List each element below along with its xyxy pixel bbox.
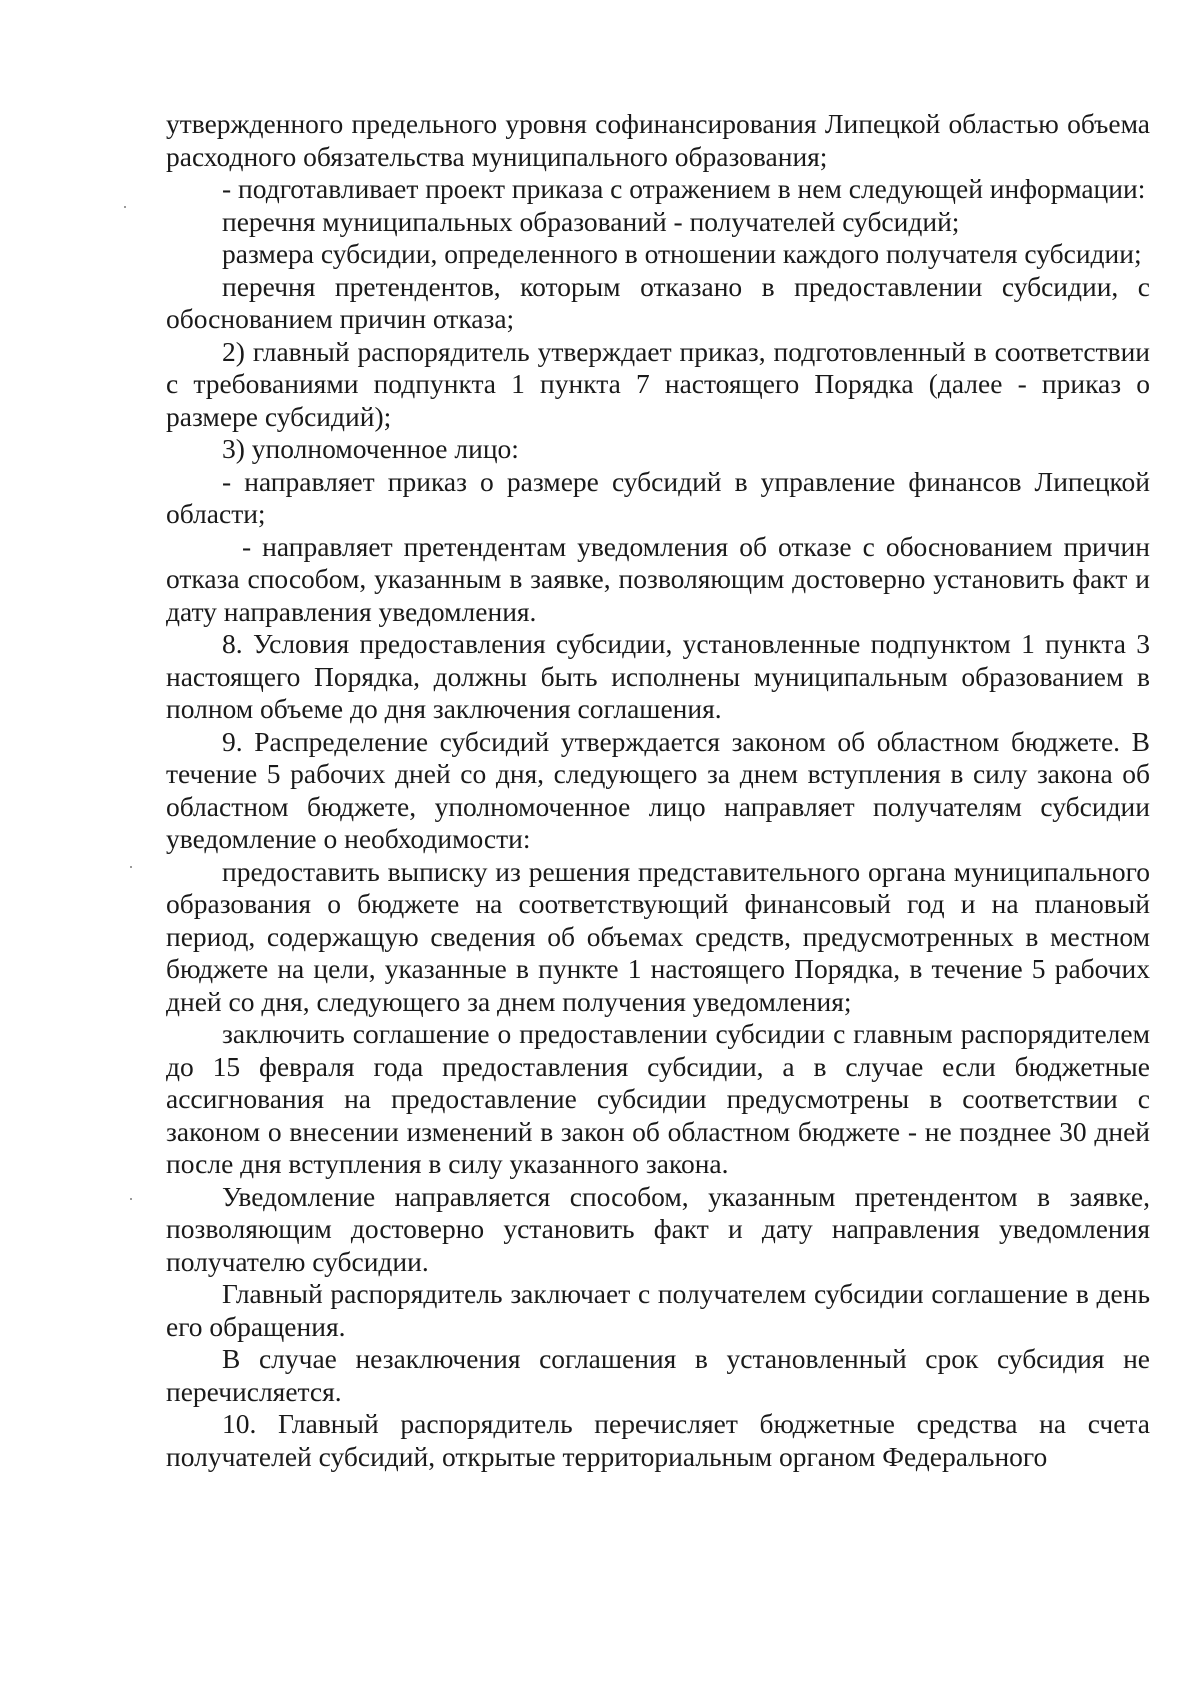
paragraph: 2) главный распорядитель утверждает приказ, подготовленный в соответствии с требованиями подпункта 1 пункта 7 настоящего Порядка (далее - приказ о размере субсидий); — [166, 335, 1150, 432]
paragraph: 8. Условия предоставления субсидии, установленные подпунктом 1 пункта 3 настоящего Порядка, должны быть исполнены муниципальным образованием в полном объеме до дня заключения соглашения. — [166, 628, 1150, 724]
paragraph: предоставить выписку из решения представительного органа муниципального образования о бюджете на соответствующий финансовый год и на плановый период, содержащую сведения об объемах средств, предусмотренных в местном бюджете на цели, указанные в пункте 1 настоящего Порядка, в течение 5 рабочих дней со дня, следующего за днем получения уведомления; — [166, 855, 1150, 1017]
paragraph: - направляет претендентам уведомления об отказе с обоснованием причин отказа способом, указанным в заявке, позволяющим достоверно установить факт и дату направления уведомления. — [166, 530, 1150, 627]
paragraph: В случае незаключения соглашения в установленный срок субсидия не перечисляется. — [166, 1343, 1150, 1407]
paragraph: заключить соглашение о предоставлении субсидии с главным распорядителем до 15 февраля года предоставления субсидии, а в случае если бюджетные ассигнования на предоставление субсидии предусмотрены в соответствии с законом о внесении изменений в закон об областном бюджете - не позднее 30 дней после дня вступления в силу указанного закона. — [166, 1018, 1150, 1179]
scan-speck — [130, 1198, 132, 1200]
paragraph: перечня претендентов, которым отказано в предоставлении субсидии, с обоснованием причин отказа; — [166, 270, 1150, 334]
scan-speck — [124, 206, 126, 208]
document-body — [166, 108, 1150, 1473]
paragraph: - подготавливает проект приказа с отражением в нем следующей информации: — [222, 173, 1146, 204]
paragraph: - направляет приказ о размере субсидий в управление финансов Липецкой области; — [166, 465, 1150, 529]
scan-speck — [130, 866, 132, 868]
paragraph: Уведомление направляется способом, указанным претендентом в заявке, позволяющим достоверно установить факт и дату направления уведомления получателю субсидии. — [166, 1180, 1150, 1277]
paragraph: утвержденного предельного уровня софинансирования Липецкой областью объема расходного обязательства муниципального образования; — [166, 108, 1150, 172]
paragraph: 10. Главный распорядитель перечисляет бюджетные средства на счета получателей субсидий, открытые территориальным органом Федерального — [166, 1408, 1150, 1472]
paragraph: 3) уполномоченное лицо: — [222, 433, 519, 464]
paragraph: перечня муниципальных образований - получателей субсидий; — [222, 205, 960, 237]
paragraph: Главный распорядитель заключает с получателем субсидии соглашение в день его обращения. — [166, 1278, 1150, 1342]
paragraph: 9. Распределение субсидий утверждается законом об областном бюджете. В течение 5 рабочих дней со дня, следующего за днем вступления в силу закона об областном бюджете, уполномоченное лицо направляет получателям субсидии уведомление о необходимости: — [166, 725, 1150, 854]
paragraph: размера субсидии, определенного в отношении каждого получателя субсидии; — [222, 238, 1142, 269]
